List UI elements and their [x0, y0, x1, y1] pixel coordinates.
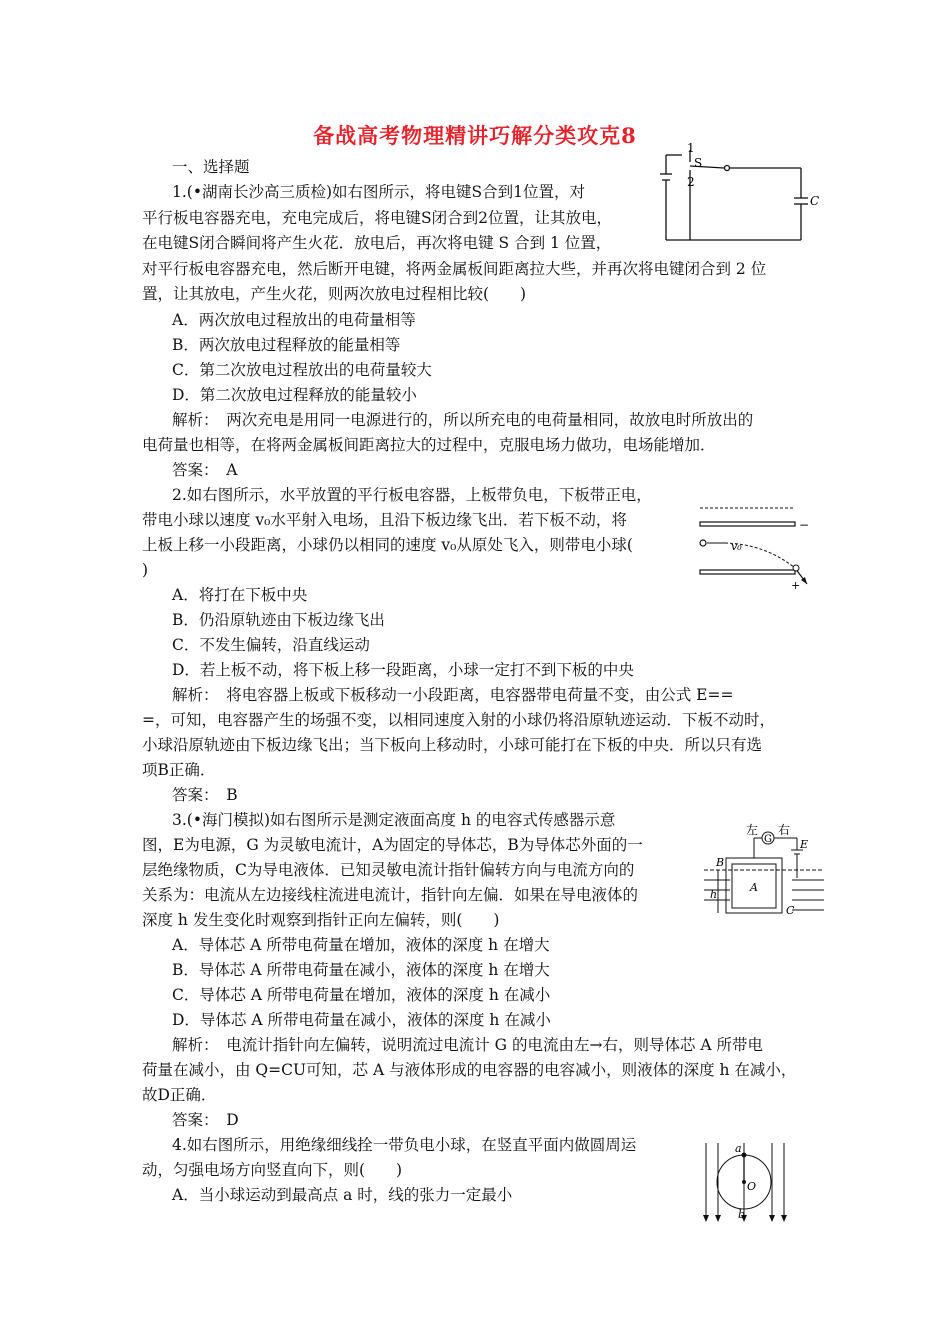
section-heading: 一、选择题: [172, 158, 250, 176]
q4-line: 动，匀强电场方向竖直向下，则( ): [142, 1161, 403, 1179]
q4-option-a: A．当小球运动到最高点 a 时，线的张力一定最小: [172, 1186, 513, 1204]
circular-motion-field-figure: [700, 1138, 800, 1228]
q4-line: 4.如右图所示，用绝缘细线拴一带负电小球，在竖直平面内做圆周运: [172, 1136, 637, 1154]
q2-option-d: D．若上板不动，将下板上移一段距离，小球一定打不到下板的中央: [172, 661, 634, 679]
q2-analysis: 项B正确．: [142, 761, 216, 779]
fig1-label: C: [810, 194, 820, 208]
q3-line: 关系为：电流从左边接线柱流进电流计，指针向左偏．如果在导电液体的: [142, 886, 639, 904]
q3-analysis: 故D正确．: [142, 1086, 217, 1104]
liquid-level-sensor-figure: [700, 818, 825, 923]
q2-analysis: 小球沿原轨迹由下板边缘飞出；当下板向上移动时，小球可能打在下板的中央．所以只有选: [142, 736, 763, 754]
fig3-label: E: [800, 838, 809, 851]
q1-option-c: C．第二次放电过程放出的电荷量较大: [172, 361, 432, 379]
q3-line: 3.(•海门模拟)如右图所示是测定液面高度 h 的电容式传感器示意: [172, 811, 616, 829]
q3-line: 层绝缘物质，C为导电液体．已知灵敏电流计指针偏转方向与电流方向的: [142, 861, 635, 879]
page-title: 备战高考物理精讲巧解分类攻克8: [313, 123, 637, 148]
fig1-label: 2: [687, 175, 695, 189]
switch-capacitor-circuit-figure: [660, 140, 830, 245]
fig4-label: O: [747, 1180, 757, 1193]
q1-option-a: A．两次放电过程放出的电荷量相等: [172, 311, 416, 329]
fig3-label: 右: [778, 823, 791, 837]
q1-line: 对平行板电容器充电，然后断开电键，将两金属板间距离拉大些，并再次将电键闭合到 2 位: [142, 260, 767, 278]
q2-option-b: B．仍沿原轨迹由下板边缘飞出: [172, 611, 385, 629]
q3-option-c: C．导体芯 A 所带电荷量在增加，液体的深度 h 在减小: [172, 986, 551, 1004]
fig3-label: A: [750, 881, 758, 894]
q2-line: 上板上移一小段距离，小球仍以相同的速度 v₀从原处飞入，则带电小球(: [142, 536, 633, 554]
fig1-label: 1: [687, 141, 695, 155]
q2-analysis: =，可知，电容器产生的场强不变，以相同速度入射的小球仍将沿原轨迹运动．下板不动时，: [142, 711, 775, 729]
q3-option-a: A．导体芯 A 所带电荷量在增加，液体的深度 h 在增大: [172, 936, 550, 954]
fig1-label: S: [694, 156, 703, 170]
q2-option-a: A．将打在下板中央: [172, 586, 308, 604]
q3-line: 深度 h 发生变化时观察到指针正向左偏转，则( ): [142, 911, 500, 929]
q1-analysis: 解析： 两次充电是用同一电源进行的，所以所充电的电荷量相同，故放电时所放出的: [172, 411, 754, 429]
q1-line: 置，让其放电，产生火花，则两次放电过程相比较( ): [142, 285, 527, 303]
q2-line: ): [142, 561, 149, 579]
q2-line: 2.如右图所示，水平放置的平行板电容器，上板带负电，下板带正电，: [172, 486, 652, 504]
q3-line: 图，E为电源，G 为灵敏电流计，A为固定的导体芯，B为导体芯外面的一: [142, 836, 643, 854]
q2-line: 带电小球以速度 v₀水平射入电场，且沿下板边缘飞出．若下板不动，将: [142, 511, 627, 529]
q2-option-c: C．不发生偏转，沿直线运动: [172, 636, 370, 654]
q3-analysis: 荷量在减小，由 Q=CU可知，芯 A 与液体形成的电容器的电容减小，则液体的深度 h 在减小，: [142, 1061, 797, 1079]
q1-option-d: D．第二次放电过程释放的能量较小: [172, 386, 417, 404]
q3-option-b: B．导体芯 A 所带电荷量在减小，液体的深度 h 在增大: [172, 961, 550, 979]
q1-analysis: 电荷量也相等，在将两金属板间距离拉大的过程中，克服电场力做功，电场能增加．: [142, 436, 716, 454]
fig2-label: +: [791, 579, 801, 592]
fig2-label: v₀: [731, 540, 742, 553]
fig3-label: G: [764, 834, 772, 845]
q1-answer: 答案： A: [172, 461, 238, 479]
fig3-label: B: [716, 856, 725, 869]
fig2-label: −: [799, 518, 810, 532]
fig3-label: h: [710, 888, 718, 901]
q2-answer: 答案： B: [172, 786, 238, 804]
fig3-label: C: [786, 904, 795, 917]
parallel-plate-figure: [695, 498, 825, 593]
q1-option-b: B．两次放电过程释放的能量相等: [172, 336, 401, 354]
fig4-label: a: [735, 1142, 742, 1155]
q3-option-d: D．导体芯 A 所带电荷量在减小，液体的深度 h 在减小: [172, 1011, 551, 1029]
q2-analysis: 解析： 将电容器上板或下板移动一小段距离，电容器带电荷量不变，由公式 E==: [172, 686, 734, 704]
q1-line: 平行板电容器充电，充电完成后，将电键S闭合到2位置，让其放电，: [142, 209, 612, 227]
fig3-label: 左: [746, 823, 759, 837]
q1-line: 在电键S闭合瞬间将产生火花．放电后，再次将电键 S 合到 1 位置，: [142, 234, 612, 252]
q1-line: 1.(•湖南长沙高三质检)如右图所示，将电键S合到1位置，对: [172, 183, 586, 201]
q3-analysis: 解析： 电流计指针向左偏转，说明流过电流计 G 的电流由左→右，则导体芯 A 所带电: [172, 1036, 764, 1054]
q3-answer: 答案： D: [172, 1111, 239, 1129]
fig4-label: b: [738, 1208, 746, 1221]
